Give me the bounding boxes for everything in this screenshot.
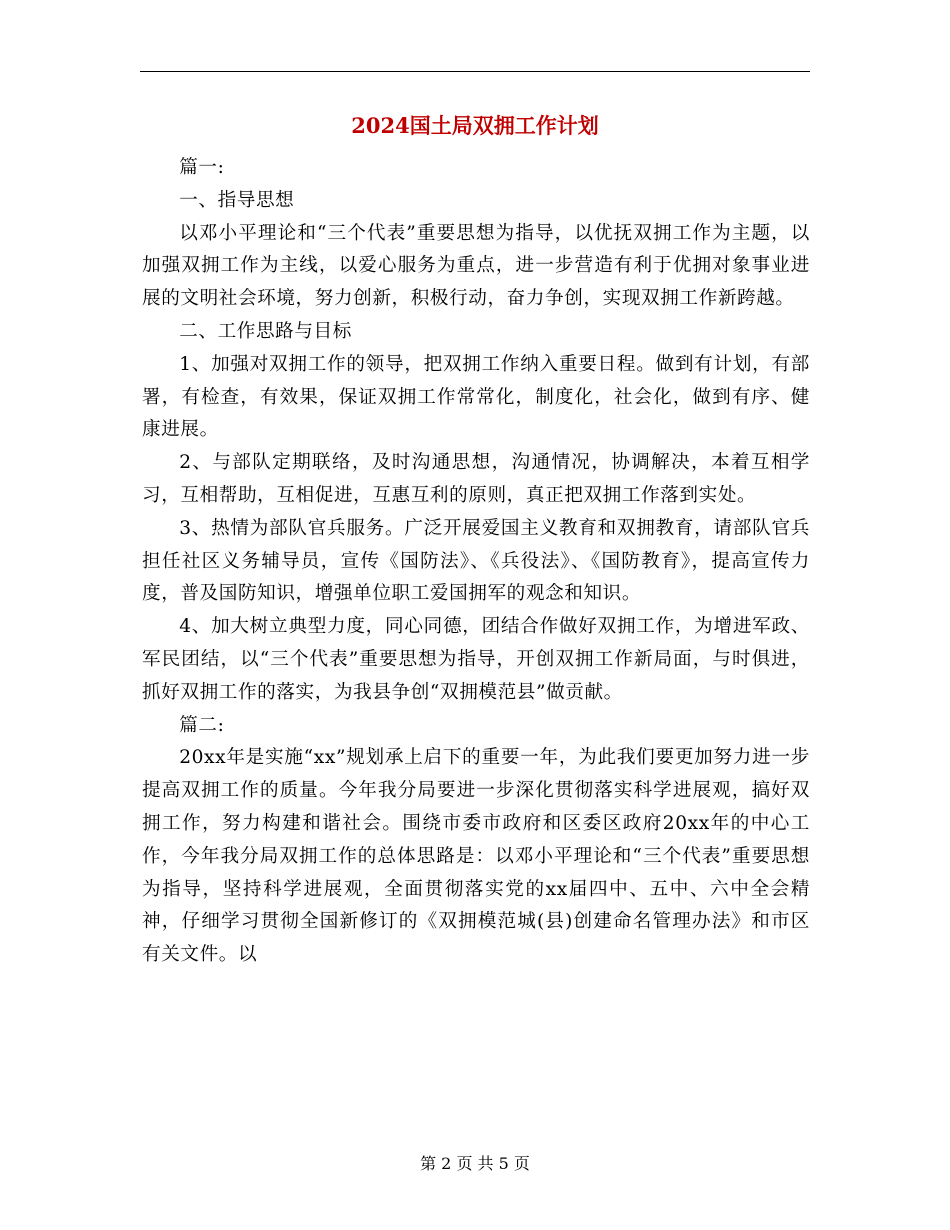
paragraph: 20xx年是实施“xx”规划承上启下的重要一年，为此我们要更加努力进一步提高双拥工作的质量。今年我分局要进一步深化贯彻落实科学进展观，搞好双拥工作，努力构建和谐社会。围绕市委市政府和区委区政府20xx年的中心工作，今年我分局双拥工作的总体思路是：以邓小平理论和“三个代表”重要思想为指导，坚持科学进展观，全面贯彻落实党的xx届四中、五中、六中全会精神，仔细学习贯彻全国新修订的《双拥模范城(县)创建命名管理办法》和市区有关文件。以 bbox=[142, 747, 810, 966]
paragraph: 二、工作思路与目标 bbox=[179, 320, 352, 342]
paragraph: 1、加强对双拥工作的领导，把双拥工作纳入重要日程。做到有计划，有部署，有检查，有效果，保证双拥工作常常化，制度化，社会化，做到有序、健康进展。 bbox=[142, 353, 810, 441]
paragraph: 篇二: bbox=[179, 714, 225, 736]
page-footer: 第 2 页 共 5 页 bbox=[420, 1154, 530, 1173]
paragraph: 2、与部队定期联络，及时沟通思想，沟通情况，协调解决，本着互相学习，互相帮助，互相促进，互惠互利的原则，真正把双拥工作落到实处。 bbox=[142, 452, 810, 506]
document-title: 2024国土局双拥工作计划 bbox=[351, 113, 599, 138]
paragraph: 篇一: bbox=[179, 157, 225, 178]
paragraph: 3、热情为部队官兵服务。广泛开展爱国主义教育和双拥教育，请部队官兵担任社区义务辅导员，宣传《国防法》、《兵役法》、《国防教育》，提高宣传力度，普及国防知识，增强单位职工爱国拥军的观念和知识。 bbox=[142, 517, 810, 605]
header-rule bbox=[140, 71, 810, 72]
document-body bbox=[142, 152, 810, 972]
paragraph: 一、指导思想 bbox=[179, 189, 295, 211]
paragraph: 4、加大树立典型力度，同心同德，团结合作做好双拥工作，为增进军政、军民团结，以“三个代表”重要思想为指导，开创双拥工作新局面，与时俱进，抓好双拥工作的落实，为我县争创“双拥模范县”做贡献。 bbox=[142, 616, 810, 703]
paragraph: 以邓小平理论和“三个代表”重要思想为指导，以优抚双拥工作为主题，以加强双拥工作为主线，以爱心服务为重点，进一步营造有利于优拥对象事业进展的文明社会环境，努力创新，积极行动，奋力争创，实现双拥工作新跨越。 bbox=[142, 222, 810, 310]
